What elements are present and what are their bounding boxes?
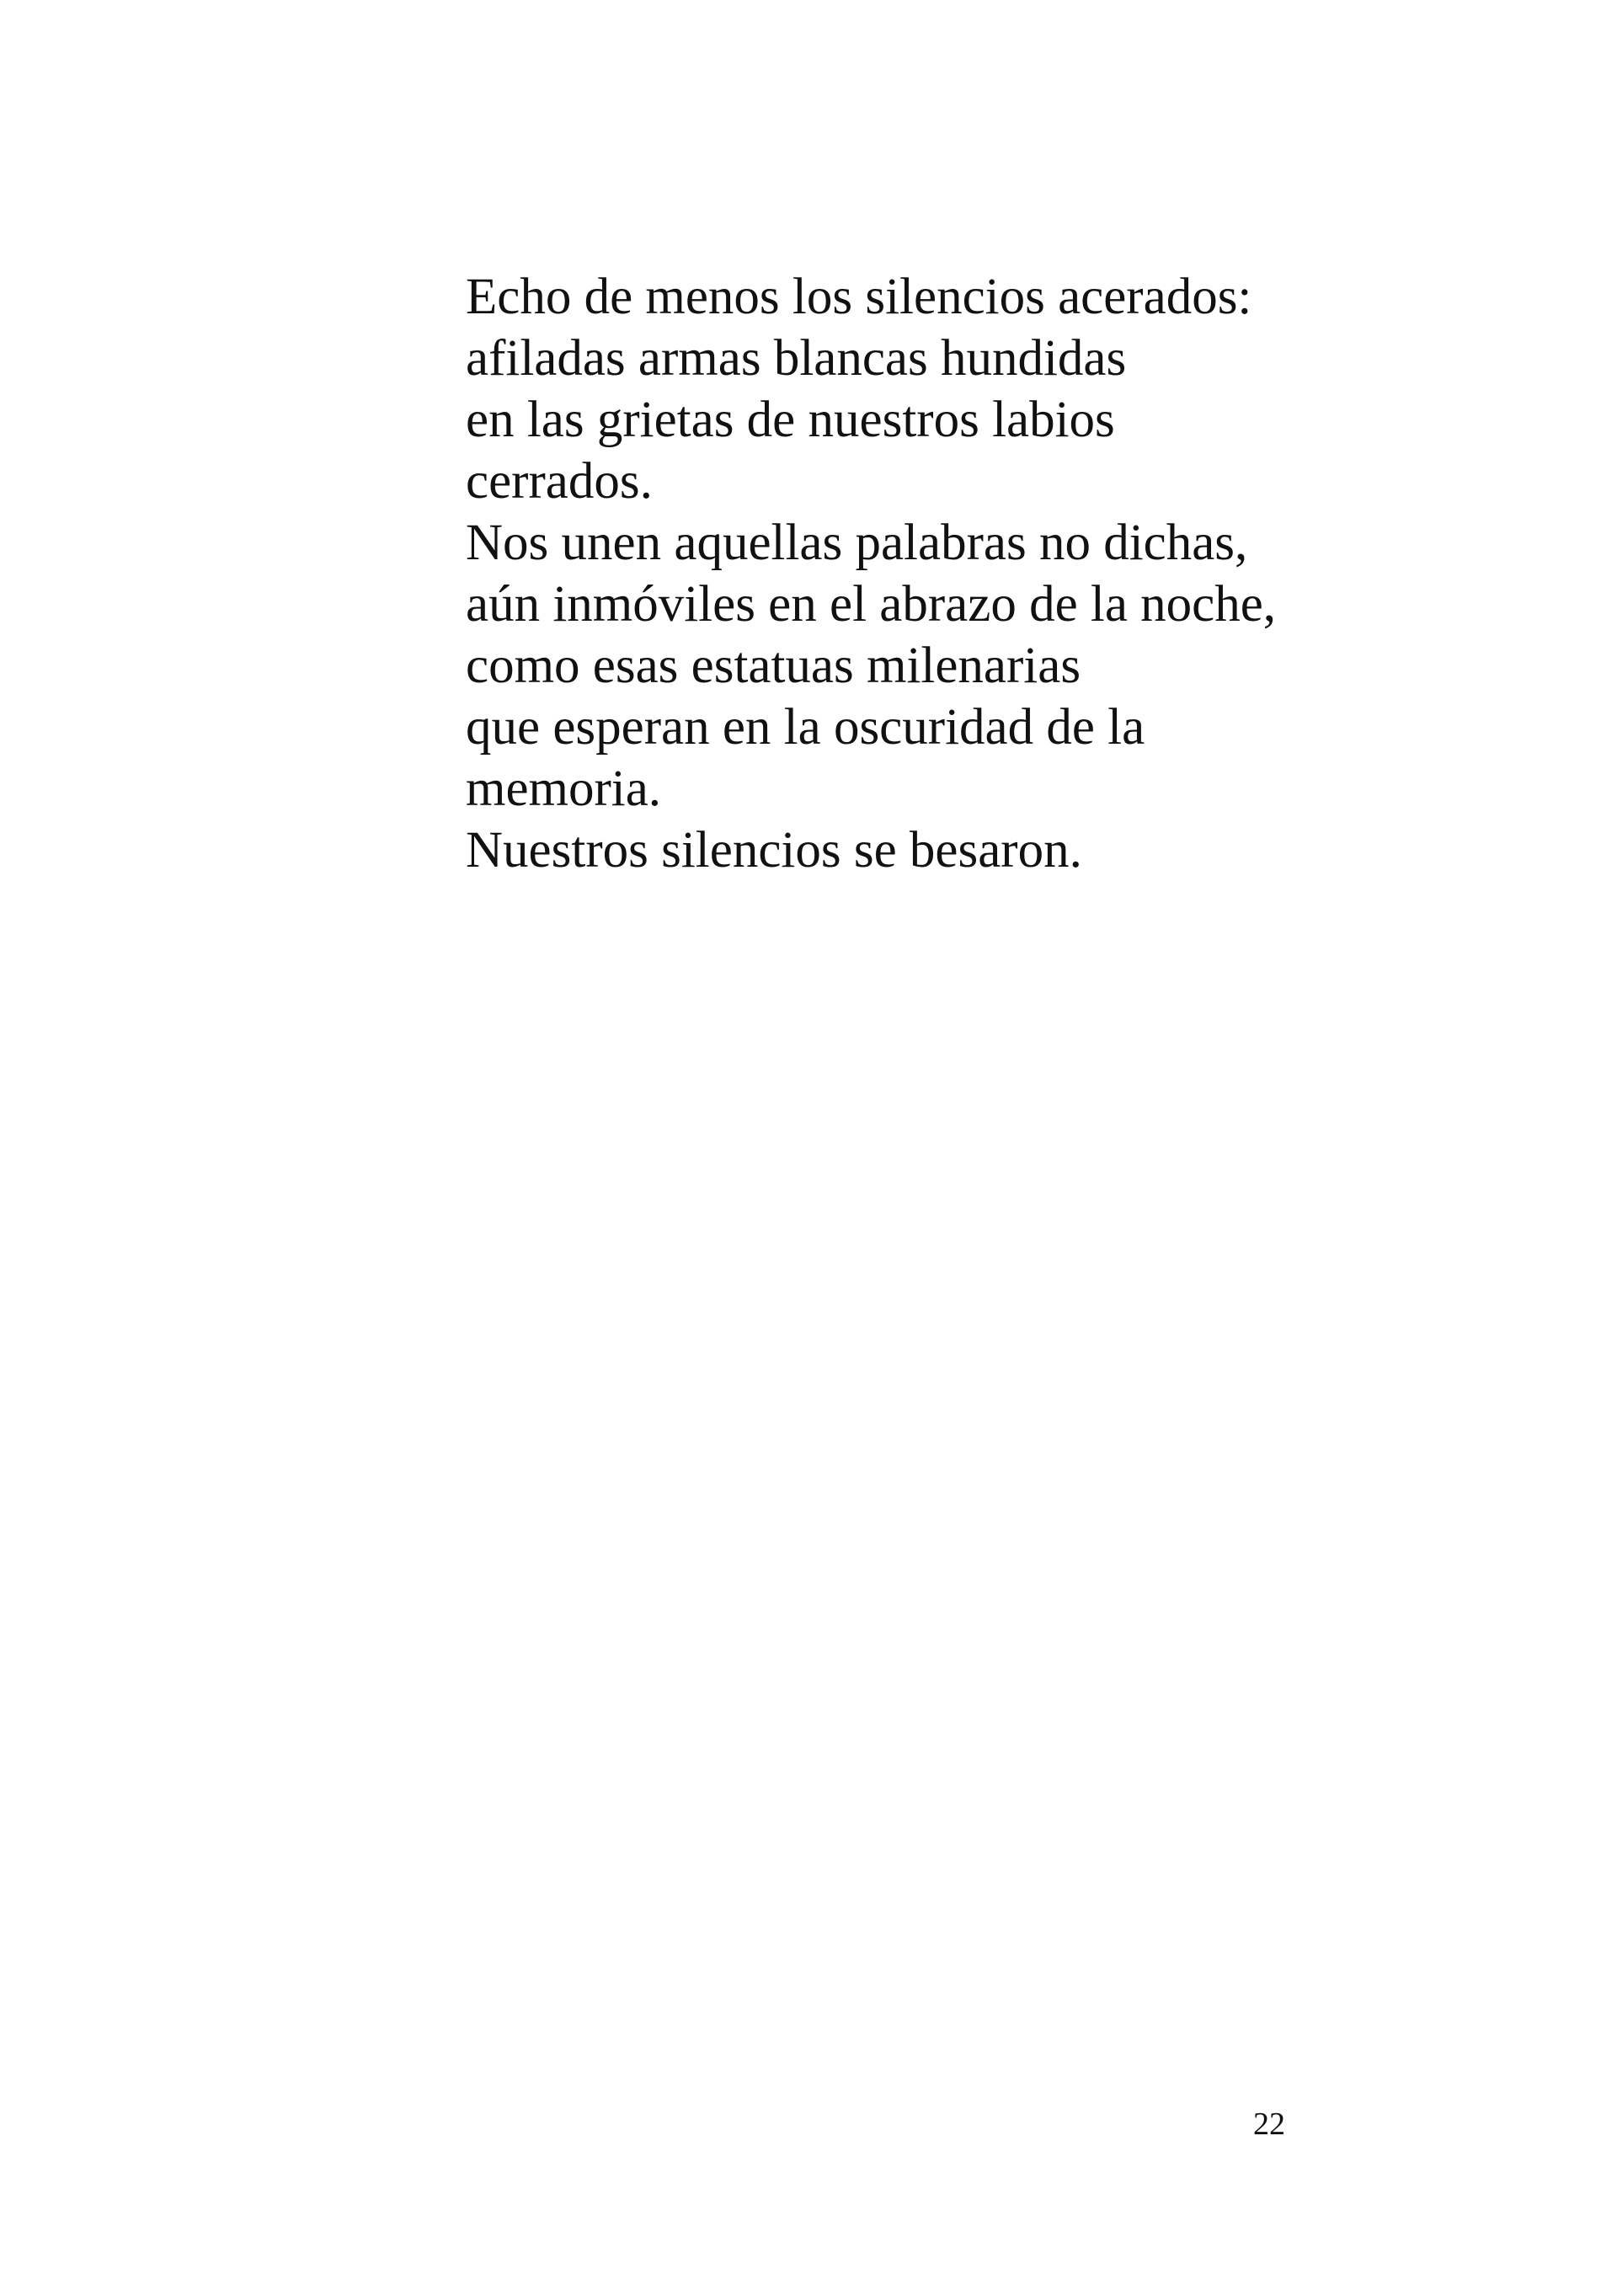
- poem-line: que esperan en la oscuridad de la: [466, 699, 1145, 756]
- poem-line: Nos unen aquellas palabras no dichas,: [466, 515, 1248, 571]
- poem-line: en las grietas de nuestros labios: [466, 392, 1115, 448]
- poem-line: como esas estatuas milenarias: [466, 638, 1081, 694]
- poem-line: Nuestros silencios se besaron.: [466, 822, 1082, 878]
- poem-line: memoria.: [466, 761, 662, 817]
- page-number: 22: [1253, 2106, 1285, 2142]
- poem-body: [466, 266, 1392, 881]
- poem-line: aún inmóviles en el abrazo de la noche,: [466, 576, 1277, 633]
- poem-line: afiladas armas blancas hundidas: [466, 330, 1127, 387]
- poem-line: cerrados.: [466, 453, 653, 510]
- poem-line: Echo de menos los silencios acerados:: [466, 269, 1252, 325]
